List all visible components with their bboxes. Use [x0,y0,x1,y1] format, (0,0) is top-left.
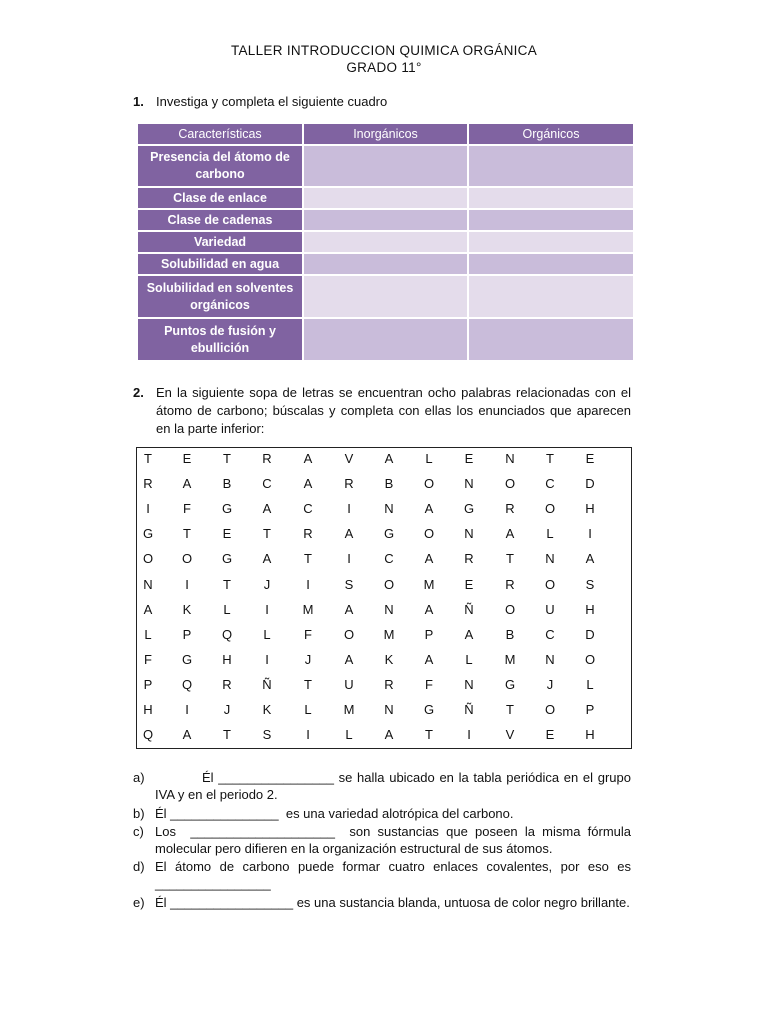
word-search-letter[interactable]: I [588,526,592,542]
word-search-letter[interactable]: A [303,476,313,492]
word-search-letter[interactable]: A [182,476,192,492]
word-search-letter[interactable]: T [223,451,231,466]
word-search-letter[interactable]: E [182,451,192,466]
word-search-letter[interactable]: B [222,476,232,492]
row-label: Variedad [137,231,303,253]
word-search-letter[interactable]: E [545,727,555,743]
word-search-letter[interactable]: T [263,526,271,542]
word-search-letter[interactable]: C [545,476,555,492]
word-search-letter[interactable]: G [423,702,435,717]
answer-cell-inorganicos[interactable] [303,318,468,361]
word-search-letter[interactable]: A [505,526,515,542]
word-search-letter[interactable]: A [424,551,434,567]
word-search-letter[interactable]: V [344,451,354,466]
word-search-letter[interactable]: A [585,551,595,567]
word-search-letter[interactable]: I [185,702,189,717]
word-search-letter[interactable]: N [384,702,394,717]
statement-text: Los ____________________ son sustancias que poseen la misma fórmula molecular pero difieren en la organización estructural de sus átomos. [155,824,635,856]
word-search-letter[interactable]: M [302,601,314,617]
word-search-letter[interactable]: I [467,727,471,743]
word-search-letter[interactable]: F [144,651,152,667]
answer-cell-inorganicos[interactable] [303,187,468,209]
word-search-letter[interactable]: I [306,727,310,743]
row-label: Presencia del átomo de carbono [137,145,303,187]
word-search-row [137,548,631,573]
word-search-grid[interactable] [136,447,632,749]
word-search-letter[interactable]: N [464,476,474,492]
word-search-letter[interactable]: C [545,626,555,642]
answer-cell-inorganicos[interactable] [303,253,468,275]
word-search-letter[interactable]: Q [142,727,154,743]
answer-cell-organicos[interactable] [468,253,634,275]
word-search-letter[interactable]: L [223,601,231,617]
word-search-letter[interactable]: H [585,727,595,743]
word-search-letter[interactable]: A [384,451,394,466]
word-search-letter[interactable]: O [504,476,516,492]
word-search-row [137,523,631,548]
word-search-letter[interactable]: O [343,626,355,642]
grade-label: GRADO 11° [346,60,422,75]
row-label: Solubilidad en solventes orgánicos [137,275,303,318]
word-search-letter[interactable]: O [504,601,516,617]
word-search-letter[interactable]: R [344,476,354,492]
word-search-letter[interactable]: R [143,476,153,492]
header-organicos: Orgánicos [468,123,634,145]
word-search-letter[interactable]: K [384,651,394,667]
answer-cell-organicos[interactable] [468,145,634,187]
word-search-row [137,599,631,624]
question-2-text: En la siguiente sopa de letras se encuentran ocho palabras relacionadas con el átomo de carbono; búscalas y completa con ellas los enunciados que aparecen en la parte inferior: [156,385,631,436]
word-search-letter[interactable]: L [465,651,473,667]
word-search-letter[interactable]: S [344,576,354,592]
word-search-letter[interactable]: A [424,601,434,617]
word-search-letter[interactable]: N [505,451,515,466]
word-search-letter[interactable]: P [182,626,192,642]
word-search-letter[interactable]: I [306,576,310,592]
word-search-letter[interactable]: U [545,601,555,617]
question-1-text: Investiga y completa el siguiente cuadro [156,94,388,109]
word-search-letter[interactable]: C [384,551,394,567]
word-search-letter[interactable]: T [223,576,231,592]
word-search-letter[interactable]: E [222,526,232,542]
word-search-letter[interactable]: J [304,651,312,667]
word-search-letter[interactable]: I [265,651,269,667]
word-search-letter[interactable]: A [262,501,272,517]
word-search-letter[interactable]: G [463,501,475,517]
word-search-letter[interactable]: O [544,702,556,717]
word-search-letter[interactable]: T [223,727,231,743]
word-search-letter[interactable]: G [181,651,193,667]
word-search-letter[interactable]: A [344,526,354,542]
word-search-letter[interactable]: B [384,476,394,492]
word-search-letter[interactable]: T [506,551,514,567]
word-search-letter[interactable]: T [506,702,514,717]
statement-label: a) [133,770,145,785]
word-search-letter[interactable]: Ñ [262,676,272,692]
answer-cell-inorganicos[interactable] [303,275,468,318]
word-search-letter[interactable]: F [425,676,433,692]
question-2-number: 2. [133,385,144,400]
row-label: Clase de enlace [137,187,303,209]
word-search-letter[interactable]: R [464,551,474,567]
word-search-letter[interactable]: L [546,526,554,542]
answer-cell-inorganicos[interactable] [303,231,468,253]
word-search-letter[interactable]: M [383,626,395,642]
word-search-letter[interactable]: R [384,676,394,692]
word-search-letter[interactable]: A [424,651,434,667]
word-search-letter[interactable]: P [143,676,153,692]
word-search-letter[interactable]: D [585,476,595,492]
word-search-letter[interactable]: H [585,501,595,517]
header-inorganicos: Inorgánicos [303,123,468,145]
answer-cell-organicos[interactable] [468,318,634,361]
word-search-letter[interactable]: A [344,651,354,667]
word-search-letter[interactable]: N [464,676,474,692]
word-search-letter[interactable]: O [544,501,556,517]
word-search-letter[interactable]: E [464,576,474,592]
answer-cell-inorganicos[interactable] [303,145,468,187]
word-search-letter[interactable]: R [303,526,313,542]
word-search-letter[interactable]: A [303,451,313,466]
word-search-letter[interactable]: T [183,526,191,542]
word-search-letter[interactable]: I [347,551,351,567]
word-search-letter[interactable]: G [383,526,395,542]
word-search-letter[interactable]: H [143,702,153,717]
word-search-letter[interactable]: S [585,576,595,592]
word-search-row [137,624,631,649]
word-search-letter[interactable]: Q [181,676,193,692]
word-search-letter[interactable]: B [505,626,515,642]
word-search-letter[interactable]: V [505,727,515,743]
word-search-letter[interactable]: E [464,451,474,466]
word-search-letter[interactable]: A [424,501,434,517]
word-search-letter[interactable]: P [585,702,595,717]
word-search-letter[interactable]: I [146,501,150,517]
word-search-letter[interactable]: T [546,451,554,466]
word-search-letter[interactable]: T [304,551,312,567]
question-1-number: 1. [133,94,144,109]
word-search-letter[interactable]: H [585,601,595,617]
word-search-letter[interactable]: I [347,501,351,517]
word-search-letter[interactable]: L [345,727,353,743]
row-label: Puntos de fusión y ebullición [137,318,303,361]
word-search-letter[interactable]: C [262,476,272,492]
word-search-row [137,574,631,599]
word-search-letter[interactable]: K [262,702,272,717]
word-search-letter[interactable]: S [262,727,272,743]
word-search-row [137,448,631,473]
word-search-letter[interactable]: J [546,676,554,692]
word-search-letter[interactable]: L [263,626,271,642]
word-search-letter[interactable]: N [545,651,555,667]
word-search-letter[interactable]: M [343,702,355,717]
word-search-letter[interactable]: K [182,601,192,617]
word-search-letter[interactable]: J [263,576,271,592]
word-search-letter[interactable]: D [585,626,595,642]
word-search-letter[interactable]: T [304,676,312,692]
word-search-letter[interactable]: N [464,526,474,542]
word-search-letter[interactable]: P [424,626,434,642]
statement-label: d) [133,859,145,874]
word-search-letter[interactable]: O [544,576,556,592]
row-label: Clase de cadenas [137,209,303,231]
word-search-letter[interactable]: J [223,702,231,717]
word-search-letter[interactable]: O [142,551,154,567]
word-search-letter[interactable]: O [584,651,596,667]
word-search-row [137,473,631,498]
word-search-letter[interactable]: G [142,526,154,542]
answer-cell-organicos[interactable] [468,209,634,231]
comparison-table [136,122,635,362]
header-caracteristicas: Características [137,123,303,145]
word-search-letter[interactable]: H [222,651,232,667]
word-search-letter[interactable]: L [304,702,312,717]
word-search-letter[interactable]: M [423,576,435,592]
word-search-letter[interactable]: G [504,676,516,692]
word-search-letter[interactable]: I [185,576,189,592]
word-search-row [137,649,631,674]
row-label: Solubilidad en agua [137,253,303,275]
word-search-letter[interactable]: T [425,727,433,743]
word-search-letter[interactable]: Ñ [464,702,474,717]
word-search-letter[interactable]: F [304,626,312,642]
word-search-letter[interactable]: E [585,451,595,466]
word-search-row [137,699,631,724]
answer-cell-inorganicos[interactable] [303,209,468,231]
statement-text: Él ________________ se halla ubicado en la tabla periódica en el grupo IVA y en el periodo 2. [155,770,635,802]
word-search-row [137,498,631,523]
word-search-row [137,724,631,749]
word-search-letter[interactable]: A [143,601,153,617]
word-search-letter[interactable]: L [144,626,152,642]
word-search-letter[interactable]: R [505,576,515,592]
word-search-letter[interactable]: G [221,551,233,567]
word-search-letter[interactable]: G [221,501,233,517]
word-search-letter[interactable]: N [143,576,153,592]
word-search-letter[interactable]: I [265,601,269,617]
word-search-letter[interactable]: O [383,576,395,592]
word-search-letter[interactable]: M [504,651,516,667]
word-search-letter[interactable]: L [425,451,433,466]
word-search-letter[interactable]: A [344,601,354,617]
word-search-letter[interactable]: N [384,601,394,617]
word-search-letter[interactable]: F [183,501,191,517]
statement-text: Él _________________ es una sustancia blanda, untuosa de color negro brillante. [155,895,630,910]
word-search-letter[interactable]: R [222,676,232,692]
answer-cell-organicos[interactable] [468,231,634,253]
word-search-letter[interactable]: R [262,451,272,466]
word-search-letter[interactable]: N [545,551,555,567]
word-search-letter[interactable]: L [586,676,594,692]
answer-cell-organicos[interactable] [468,275,634,318]
word-search-letter[interactable]: T [144,451,152,466]
word-search-letter[interactable]: A [262,551,272,567]
word-search-letter[interactable]: Ñ [464,601,474,617]
statement-text: Él _______________ es una variedad alotrópica del carbono. [155,806,514,821]
word-search-row [137,674,631,699]
word-search-letter[interactable]: A [182,727,192,743]
answer-cell-organicos[interactable] [468,187,634,209]
word-search-letter[interactable]: R [505,501,515,517]
word-search-letter[interactable]: C [303,501,313,517]
worksheet-title: TALLER INTRODUCCION QUIMICA ORGÁNICA [230,43,538,58]
word-search-letter[interactable]: O [423,526,435,542]
statement-label: c) [133,824,144,839]
word-search-letter[interactable]: O [181,551,193,567]
word-search-letter[interactable]: O [423,476,435,492]
statement-label: b) [133,806,145,821]
word-search-letter[interactable]: U [344,676,354,692]
word-search-letter[interactable]: A [384,727,394,743]
word-search-letter[interactable]: Q [221,626,233,642]
statement-text: El átomo de carbono puede formar cuatro enlaces covalentes, por eso es ________________ [155,859,635,891]
word-search-letter[interactable]: A [464,626,474,642]
word-search-letter[interactable]: N [384,501,394,517]
statement-label: e) [133,895,145,910]
